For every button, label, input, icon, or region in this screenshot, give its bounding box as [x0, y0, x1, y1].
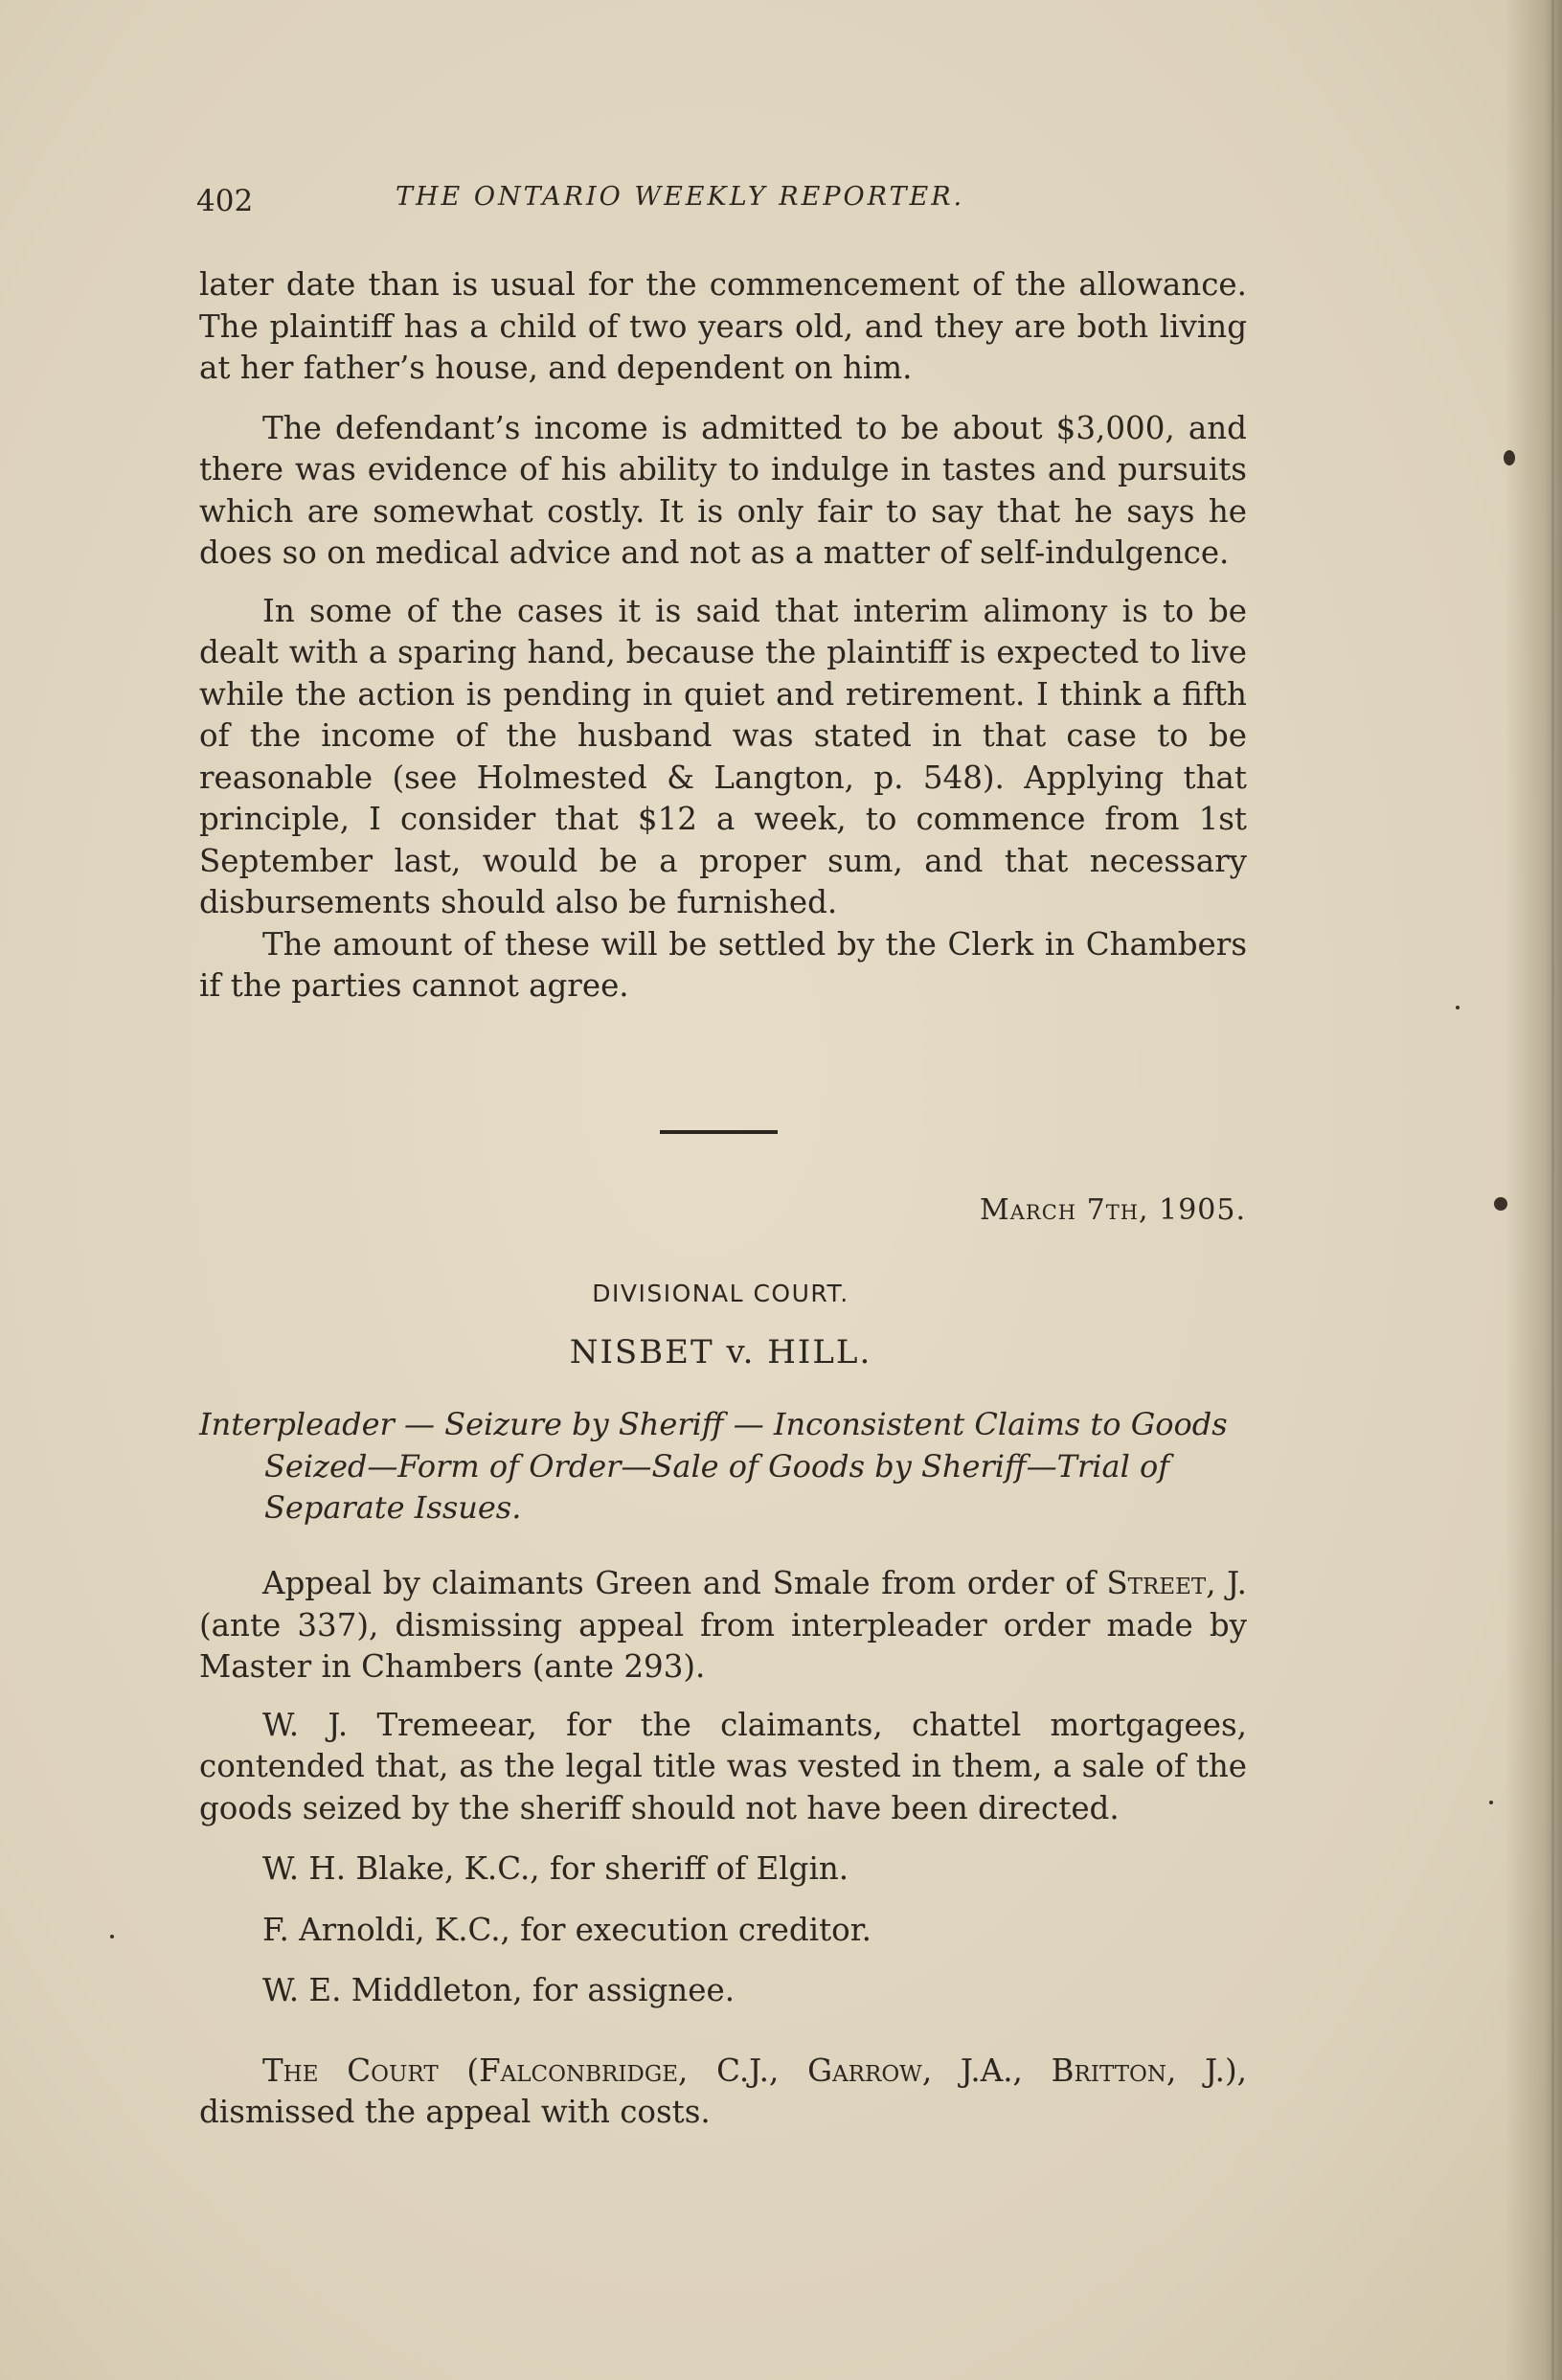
- page-edge-line: [1551, 0, 1554, 2380]
- case-report: [199, 1563, 1247, 2150]
- ink-speck: [110, 1935, 114, 1938]
- decision-date: March 7th, 1905.: [980, 1193, 1246, 1227]
- counsel-line: W. H. Blake, K.C., for sheriff of Elgin.: [262, 1850, 849, 1887]
- ink-speck: [1456, 1006, 1460, 1009]
- counsel-line: W. E. Middleton, for assignee.: [262, 1972, 736, 2008]
- page-header: [196, 178, 1269, 226]
- running-title: THE ONTARIO WEEKLY REPORTER.: [396, 182, 965, 212]
- ink-speck: [1504, 450, 1515, 465]
- paragraph-1: later date than is usual for the commencement of the allowance. The plaintiff has a child of two years old, and they are both living at her father’s house, and dependent on him.: [199, 266, 1247, 386]
- paragraph-2: The defendant’s income is admitted to be about $3,000, and there was evidence of his ability to indulge in tastes and pursuits which are somewhat costly. It is only fair to say that he says he does so on medical advice and not as a matter of self-indulgence.: [199, 409, 1247, 571]
- ink-speck: [1494, 1197, 1507, 1211]
- opinion-text: [199, 264, 1247, 1008]
- judgment-paragraph: The Court (Falconbridge, C.J., Garrow, J.A., Britton, J.), dismissed the appeal with costs.: [199, 2051, 1247, 2130]
- paragraph-3: In some of the cases it is said that interim alimony is to be dealt with a sparing hand, because the plaintiff is expected to live while the action is pending in quiet and retirement. I think a fifth of the income of the husband was stated in that case to be reasonable (see Holmested & Langton, p. 548). Applying that principle, I consider that $12 a week, to commence from 1st September last, would be a proper sum, and that necessary disbursements should also be furnished.: [199, 592, 1247, 920]
- case-title: NISBET v. HILL.: [569, 1333, 872, 1371]
- counsel-line: F. Arnoldi, K.C., for execution creditor.: [262, 1911, 872, 1948]
- paragraph-4: The amount of these will be settled by the Clerk in Chambers if the parties cannot agree.: [199, 925, 1247, 1004]
- judge-name: Street: [1106, 1565, 1207, 1601]
- page-number: 402: [196, 184, 254, 218]
- ink-speck: [1489, 1801, 1493, 1804]
- appeal-paragraph: Appeal by claimants Green and Smale from order of Street, J. (ante 337), dismissing appeal from interpleader order made by Master in Chambers (ante 293).: [199, 1565, 1247, 1685]
- section-divider: [660, 1130, 778, 1134]
- argument-paragraph: W. J. Tremeear, for the claimants, chattel mortgagees, contended that, as the legal title was vested in them, a sale of the goods seized by the sheriff should not have been directed.: [199, 1706, 1247, 1826]
- headnote: Interpleader — Seizure by Sheriff — Inconsistent Claims to Goods Seized—Form of Order—Sale of Goods by Sheriff—Trial of Separate Issues.: [199, 1406, 1228, 1526]
- court-name: DIVISIONAL COURT.: [592, 1280, 849, 1307]
